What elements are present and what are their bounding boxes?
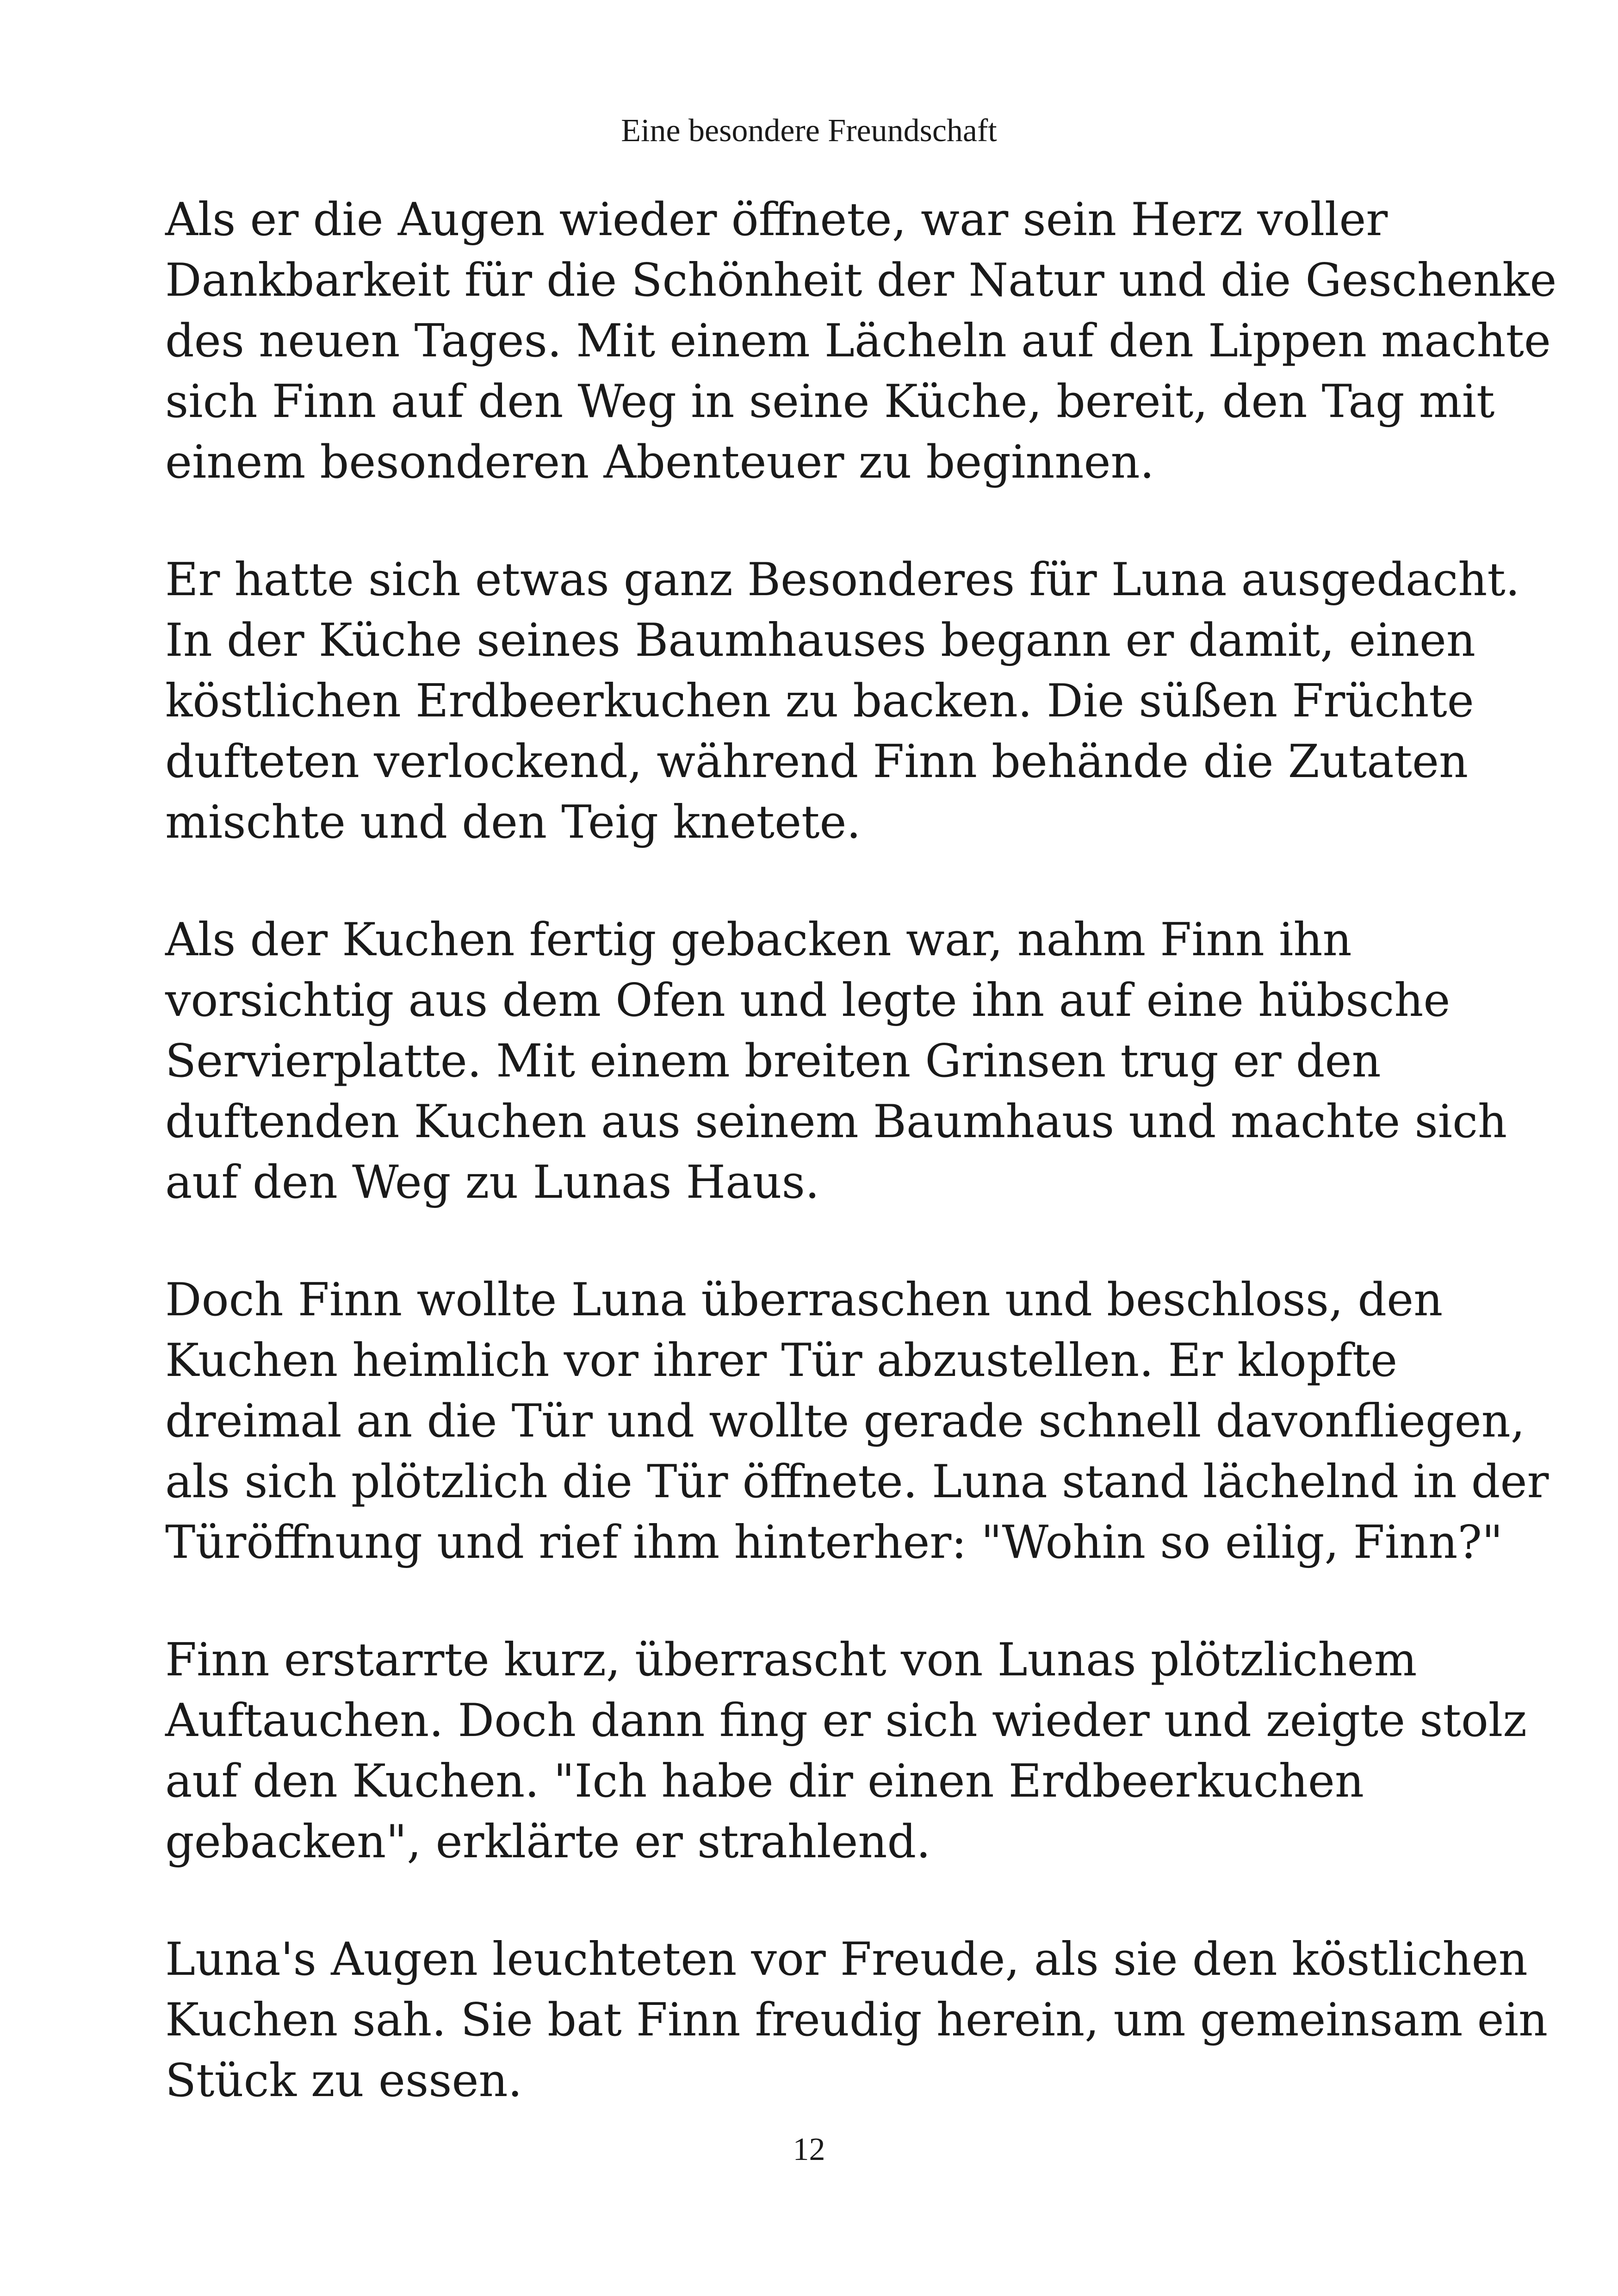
- text-line: In der Küche seines Baumhauses begann er damit, einen: [165, 614, 1476, 667]
- text-line: Türöffnung und rief ihm hinterher: "Wohin so eilig, Finn?": [165, 1516, 1503, 1569]
- body-text: [165, 190, 1557, 2168]
- text-line: vorsichtig aus dem Ofen und legte ihn auf eine hübsche: [165, 974, 1451, 1027]
- text-line: des neuen Tages. Mit einem Lächeln auf den Lippen machte: [165, 315, 1551, 367]
- text-line: Servierplatte. Mit einem breiten Grinsen trug er den: [165, 1035, 1381, 1088]
- paragraph-1: [165, 190, 1557, 493]
- text-line: Kuchen sah. Sie bat Finn freudig herein, um gemeinsam ein: [165, 1994, 1548, 2047]
- text-line: gebacken", erklärte er strahlend.: [165, 1816, 931, 1868]
- text-line: köstlichen Erdbeerkuchen zu backen. Die süßen Früchte: [165, 675, 1474, 728]
- text-line: auf den Weg zu Lunas Haus.: [165, 1156, 820, 1209]
- text-line: sich Finn auf den Weg in seine Küche, bereit, den Tag mit: [165, 375, 1495, 428]
- text-line: Stück zu essen.: [165, 2054, 522, 2107]
- text-line: Dankbarkeit für die Schönheit der Natur und die Geschenke: [165, 254, 1557, 307]
- text-line: duftenden Kuchen aus seinem Baumhaus und machte sich: [165, 1095, 1507, 1148]
- paragraph-2: [165, 550, 1520, 853]
- paragraph-6: [165, 1929, 1548, 2111]
- page-number: 12: [793, 2132, 825, 2167]
- text-line: als sich plötzlich die Tür öffnete. Luna stand lächelnd in der: [165, 1456, 1549, 1508]
- text-line: dufteten verlockend, während Finn behände die Zutaten: [165, 735, 1469, 788]
- paragraph-5: [165, 1630, 1527, 1873]
- paragraph-3: [165, 910, 1507, 1213]
- text-line: Luna's Augen leuchteten vor Freude, als sie den köstlichen: [165, 1933, 1528, 1986]
- text-line: Als der Kuchen fertig gebacken war, nahm Finn ihn: [165, 914, 1352, 966]
- text-line: Er hatte sich etwas ganz Besonderes für Luna ausgedacht.: [165, 554, 1520, 606]
- text-line: Kuchen heimlich vor ihrer Tür abzustellen. Er klopfte: [165, 1334, 1398, 1387]
- text-line: Als er die Augen wieder öffnete, war sein Herz voller: [165, 193, 1388, 246]
- paragraph-4: [165, 1270, 1549, 1573]
- text-line: Doch Finn wollte Luna überraschen und beschloss, den: [165, 1274, 1443, 1326]
- text-line: einem besonderen Abenteuer zu beginnen.: [165, 436, 1154, 489]
- text-line: mischte und den Teig knetete.: [165, 796, 861, 849]
- text-line: dreimal an die Tür und wollte gerade schnell davonfliegen,: [165, 1395, 1525, 1448]
- text-line: Finn erstarrte kurz, überrascht von Lunas plötzlichem: [165, 1634, 1417, 1686]
- text-line: auf den Kuchen. "Ich habe dir einen Erdbeerkuchen: [165, 1755, 1364, 1808]
- running-header: Eine besondere Freundschaft: [621, 113, 997, 149]
- text-line: Auftauchen. Doch dann fing er sich wieder und zeigte stolz: [165, 1694, 1527, 1747]
